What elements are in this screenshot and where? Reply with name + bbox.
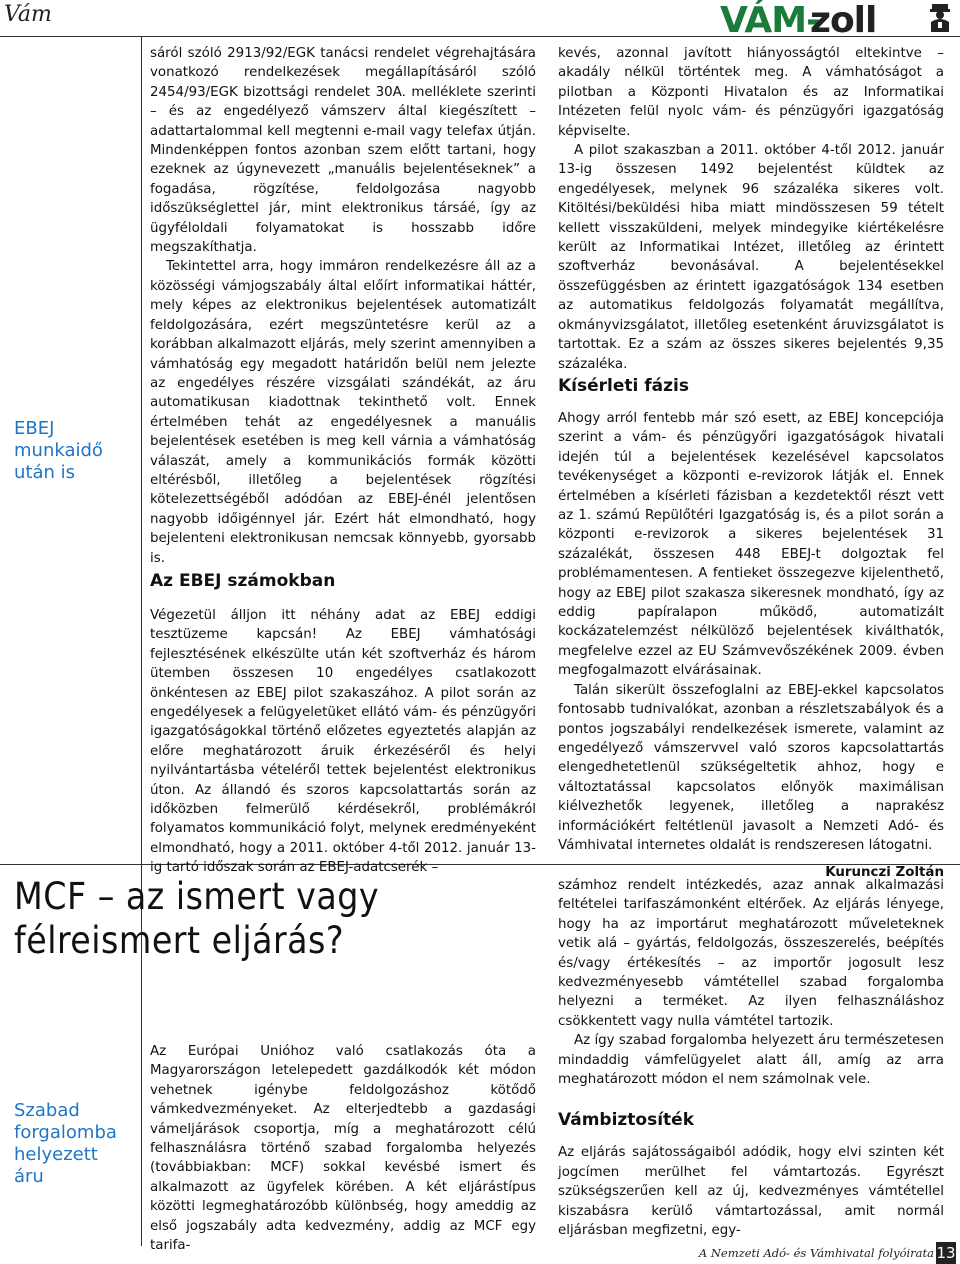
paragraph: Talán sikerült összefoglalni az EBEJ-ekkel kapcsolatos fontosabb tudnivalókat, azonban a részletszabályok és a pontos jogszabályi rendelkezések ismerete, valamint az engedélyező vámszervvel való szoros kapcsolattartás elengedhetetlenül szükségeltetik ahhoz, hogy e változtatással kapcsolatos előnyök maximálisan kiélvezhetők legyenek, illetőleg a naprakész információkért feltétlenül javasolt a Nemzeti Adó- és Vámhivatal internetes oldalát is rendszeresen látogatni. (558, 682, 944, 853)
article1-column-right (558, 44, 944, 374)
paragraph: Végezetül álljon itt néhány adat az EBEJ eddigi tesztüzeme kapcsán! Az EBEJ vámhatósági fejlesztésének elkészülte után két szoftverház és három ütemben összesen 10 engedélyes csatlakozott önkéntesen az EBEJ pilot szakaszához. A pilot során az engedélyesek a felügyeletüket ellátó vám- és pénzügyőri igazgatóságokkal történő előzetes egyeztetés alapján az előre meghatározott áruik érkezéséről és helyi nyilvántartásba vételéről tettek bejelentést elektronikus úton. Az állandó és szoros kapcsolattartás során az időközben felmerülő kérdésekről, problémákról folyamatos kommunikáció folyt, melynek eredményeként elmondható, hogy a 2011. október 4-től 2012. január 13-ig tartó időszak során az EBEJ-adatcserék – (150, 608, 536, 876)
sidebar-line: Szabad (14, 1100, 80, 1121)
vam-zoll-logo (712, 0, 960, 44)
article1-column-left (150, 44, 536, 568)
article2-title (14, 875, 514, 963)
sidebar-line: EBEJ (14, 418, 55, 439)
paragraph: Az így szabad forgalomba helyezett áru természetesen mindaddig vámfelügyelet alatt áll, amíg az arra meghatározott módon el nem számolnak vele. (558, 1033, 944, 1088)
sidebar-line: munkaidő (14, 440, 103, 461)
title-line: félreismert eljárás? (14, 919, 345, 962)
article1-column-right-lower (558, 375, 944, 883)
section-heading: Az EBEJ számokban (150, 571, 336, 591)
paragraph: A pilot szakaszban a 2011. október 4-től 2012. január 13-ig összesen 1492 bejelentést küldtek az engedélyesek, melynek 96 százaléka sikeres volt. Kitöltési/beküldési hiba miatt mindösszesen 59 tételt kellett visszaküldeni, melyek mindegyike kiértékelésre került az Informatikai Intézet, illetőleg az érintett szoftverház bevonásával. A bejelentésekkel összefüggésben az érintett igazgatóságok 134 esetben az automatikus feldolgozás folyamatát megállítva, okmányvizsgálatot, illetőleg esetenként áruvizsgálatot is tartottak. Ez a szám az összes sikeres bejelentés 9,35 százaléka. (558, 143, 944, 372)
sidebar-line: után is (14, 462, 76, 483)
sidebar-label-ebej (14, 418, 103, 484)
page-number: 13 (936, 1244, 956, 1262)
paragraph: Ahogy arról fentebb már szó esett, az EBEJ koncepciója szerint a vám- és pénzügyőri igazgatóságok hivatali idején túl a bejelentések kezelésével kapcsolatos tevékenységet a központi e-revizorok látják el. Ennek értelmében a kísérleti fázisban a kezdetektől részt vett az 1. számú Repülőtéri Igazgatóság is, és a pilot során a központi e-revizorok a sikeres bejelentések 31 százalékát, összesen 448 EBEJ-t dolgoztak fel problémamentesen. A fentieket összegezve kijelenthető, hogy az EBEJ pilot szakasza sikeresnek mondható, így az eddig papíralapon működő, automatizált kockázatelemzést nélkülöző bejelentések kiválthatók, megfelelve ezzel az EU Számvevőszékének 2009. évben megfogalmazott elvárásainak. (558, 411, 944, 679)
article2-column-left (150, 1042, 536, 1255)
journal-footer: A Nemzeti Adó- és Vámhivatal folyóirata (698, 1246, 934, 1260)
section-title: Vám (4, 2, 52, 27)
customs-officer-icon (926, 2, 954, 32)
section-heading: Kísérleti fázis (558, 376, 689, 396)
paragraph: kevés, azonnal javított hiányosságtól eltekintve – akadály nélkül történtek meg. A vámhatóságot a pilotban a Központi Hivatalon és az Informatikai Intézeten felül nyolc vám- és pénzügyőri igazgatóság képviselte. (558, 46, 944, 139)
article2-column-right (558, 876, 944, 1241)
section-heading: Vámbiztosíték (558, 1110, 695, 1131)
paragraph: Az eljárás sajátosságaiból adódik, hogy elvi szinten két jogcímen merülhet fel vámtartozás. Egyrészt szükségszerűen kell az új, kedvezményes vámtétellel kiszabásra kerülő vámtartozással, amit normál eljárásban megfizetni, egy- (558, 1145, 944, 1239)
sidebar-line: áru (14, 1166, 44, 1187)
paragraph: Tekintettel arra, hogy immáron rendelkezésre áll az a közösségi vámjogszabály által előírt informatikai háttér, mely képes az elektronikus bejelentések automatizált feldolgozására, ezért megszüntetésre kerül az a korábban alkalmazott eljárás, mely szerint amennyiben a vámhatóság egy megadott határidőn belül nem jelezte az engedélyes részére vizsgálati szándékát, az áru automatikusan kiadottnak tekinthető volt. Ennek értelmében tehát az engedélyesnek a manuális bejelentések esetében is meg kell várnia a vámhatóság válaszát, amely a kommunikációs formák közötti eltérésből, illetőleg a bejelentések rögzítési kötelezettségéből adódóan az EBEJ-énél jelentősen nagyobb időigénnyel jár. Ezért hát elmondható, hogy bejelenteni elektronikusan nemcsak könnyebb, gyorsabb is. (150, 259, 536, 566)
paragraph: sáról szóló 2913/92/EGK tanácsi rendelet végrehajtására vonatkozó rendelkezések megállapításáról szóló 2454/93/EGK bizottsági rendelet 30A. melléklete szerinti – és az engedélyező vámszerv által kiegészített – adattartalommal kell megtenni e-mail vagy telefax útján. Mindenképpen fontos azonban szem előtt tartani, hogy ezeknek az úgynevezett „manuális bejelentéseknek” a fogadása, rögzítése, feldolgozása nagyobb időszükséglettel jár, mint elektronikus társáé, így az ügyféloldali folyamatokat is hosszabb időre megszakíthatja. (150, 46, 536, 256)
logo-text-vam: VÁM- (720, 0, 821, 41)
sidebar-label-mcf (14, 1100, 117, 1188)
article1-column-left-lower (150, 570, 536, 878)
logo-text-zoll: zoll (810, 0, 877, 41)
sidebar-line: helyezett (14, 1144, 98, 1165)
paragraph: számhoz rendelt intézkedés, azaz annak alkalmazási feltételei tarifaszámonként eltérőek. Az eljárás lényege, hogy ha az importárut meghatározott műveleteknek vetik alá – gyártás, feldolgozás, összeszerelés, beépítés és/vagy értékesítés – az importőr jogosult lesz kedvezményesebb vámtétellel szabad forgalomba helyezni a terméket. Az ilyen felhasználáshoz csökkentett vagy nulla vámtétel tartozik. (558, 878, 944, 1029)
sidebar-line: forgalomba (14, 1122, 117, 1143)
author-signature: Kurunczi Zoltán (825, 865, 944, 881)
column-divider (141, 36, 142, 1246)
paragraph: Az Európai Unióhoz való csatlakozás óta a Magyarországon letelepedett gazdálkodók két módon vehetnek igénybe feldolgozáshoz kötődő vámkedvezményeket. Az elterjedtebb a gazdasági vámeljárások csoportja, míg a meghatározott célú felhasználásra történő szabad forgalomba helyezés (továbbiakban: MCF) sokkal kevésbé ismert és alkalmazott az ügyfelek körében. A két eljárástípus közötti legmeghatározóbb különbség, hogy ameddig az első jogszabály adta kedvezmény, addig az MCF egy tarifa- (150, 1044, 536, 1254)
title-line: MCF – az ismert vagy (14, 875, 380, 918)
